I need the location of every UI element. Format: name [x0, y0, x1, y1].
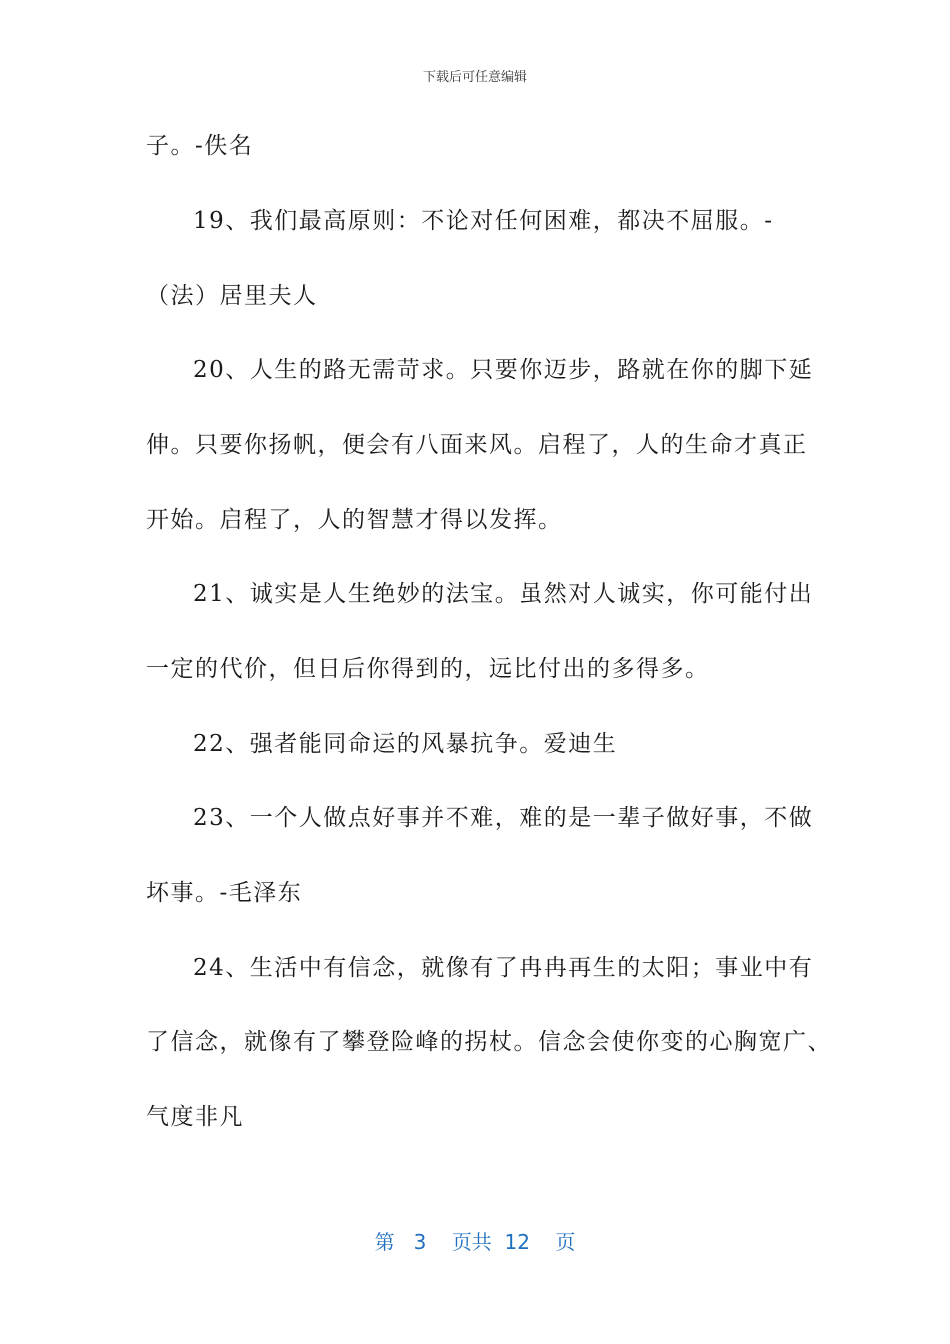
text-line: 23、一个人做点好事并不难，难的是一辈子做好事，不做: [193, 805, 814, 831]
footer-total-pages: 12: [504, 1230, 530, 1254]
text-line: 22、强者能同命运的风暴抗争。爱迪生: [193, 731, 618, 757]
text-line: 气度非凡: [146, 1104, 244, 1130]
page-footer: [0, 1226, 950, 1255]
footer-suffix: 页: [555, 1230, 576, 1254]
text-line: 24、生活中有信念，就像有了冉冉再生的太阳；事业中有: [193, 955, 814, 981]
text-line: 子。-佚名: [146, 133, 254, 159]
text-line: 了信念，就像有了攀登险峰的拐杖。信念会使你变的心胸宽广、: [146, 1029, 832, 1055]
text-line: 伸。只要你扬帆，便会有八面来风。启程了，人的生命才真正: [146, 432, 808, 458]
text-line: 20、人生的路无需苛求。只要你迈步，路就在你的脚下延: [193, 357, 814, 383]
text-line: 开始。启程了，人的智慧才得以发挥。: [146, 507, 563, 533]
text-line: （法）居里夫人: [146, 283, 318, 309]
text-line: 一定的代价，但日后你得到的，远比付出的多得多。: [146, 656, 710, 682]
text-line: 21、诚实是人生绝妙的法宝。虽然对人诚实，你可能付出: [193, 581, 814, 607]
page-header-note: 下载后可任意编辑: [422, 70, 527, 85]
text-line: 坏事。-毛泽东: [146, 880, 303, 906]
footer-middle: 页共: [451, 1230, 492, 1254]
text-line: 19、我们最高原则：不论对任何困难，都决不屈服。-: [193, 208, 774, 234]
footer-page-number: 3: [413, 1230, 427, 1254]
footer-prefix: 第: [374, 1230, 395, 1254]
